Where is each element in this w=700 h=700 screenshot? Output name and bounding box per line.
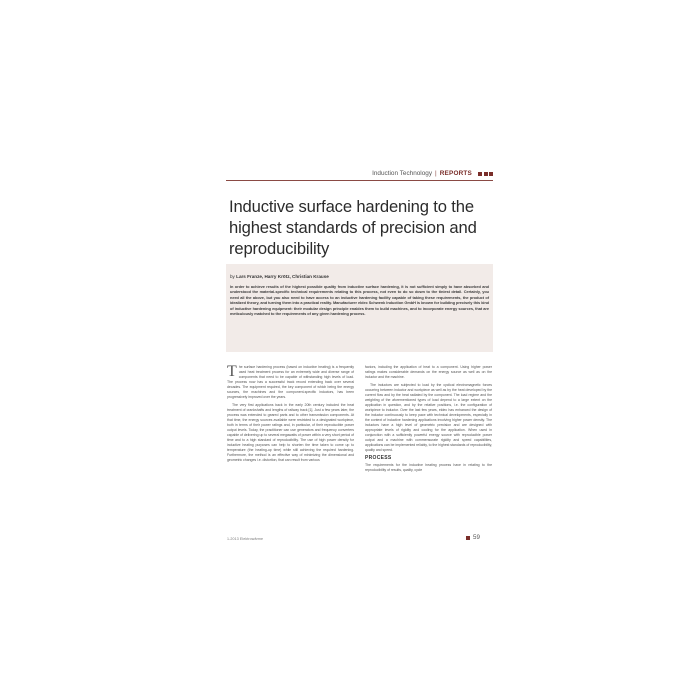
byline-prefix: by	[230, 274, 235, 279]
square-icon	[478, 172, 482, 176]
square-icon	[489, 172, 493, 176]
footer-issue: 1-2013 Elektrowärme	[227, 537, 264, 541]
body-paragraph	[227, 365, 354, 400]
header-category: Induction Technology	[372, 170, 433, 177]
header-separator: |	[435, 170, 437, 177]
square-icon	[484, 172, 488, 176]
body-column-right	[365, 365, 492, 476]
page-number: 59	[473, 534, 480, 541]
body-column-left	[227, 365, 354, 476]
abstract-text: In order to achieve results of the highest possible quality from inductive surface hardening, it is not sufficient simply to have absorbed and understood the material-specific technical requirements relating to this process, not even to do so down to the tiniest detail. Certainly, you need all the above, but you also need to have access to an inductive hardening facility capable of taking these requirements, the product of idealized theory, and turning them into a practical reality. Manufacturer eldec Schwenk Induction GmbH is known for building precisely this kind of inductive hardening equipment: their modular design principle enables them to build machines, and to incorporate energy sources, that are meticulously matched to the requirements of any given hardening process.	[230, 284, 489, 317]
body-paragraph: factors, including the application of heat to a component. Using higher power ratings makes considerable demands on the energy source as well as on the inductor and the machine.	[365, 365, 492, 379]
body-columns	[227, 365, 492, 476]
abstract-box	[226, 264, 493, 352]
paragraph-text: he surface hardening process (based on inductive heating) is a frequently used heat treatment process for an extremely wide and diverse range of components that need to be capable of withstanding high levels of load. The process now has a successful track record extending back over several decades. The equipment required, the key component of which being the energy sources, the machines and the component-specific inductors, has been progressively improved over the years.	[227, 365, 354, 399]
byline-authors: Lars Franze, Harry Krötz, Christian Krause	[236, 274, 329, 279]
section-heading: PROCESS	[365, 454, 392, 461]
body-paragraph: The inductors are subjected to load by the cyclical electromagnetic forces occurring between inductor and workpiece as well as by the heat developed by the current flow and by the heat radiated by the component. The load regime and the weighting of the aforementioned types of load depend to a large extent on the application in question, and by the relative positions, i.e. the configuration of workpiece to inductor. Over the last few years, eldec has enhanced the design of the inductor continuously to keep pace with technical developments, especially in the context of inductive hardening applications involving higher power density. The inductors have a high level of geometric precision and are designed with appropriate levels of rigidity and cooling for the application. When used in conjunction with a sufficiently powerful energy source with reproducible power output and a machine with commensurate rigidity and speed capabilities, applications can be implemented reliably, to the highest standards of reproducibility, quality and speed.	[365, 382, 492, 452]
body-paragraph: The requirements for the inductive heating process have in relating to the reproducibility of results, quality, cycle	[365, 462, 492, 472]
running-header	[226, 168, 493, 181]
header-section: REPORTS	[439, 170, 472, 177]
square-icon	[466, 536, 470, 540]
article-title: Inductive surface hardening to the highest standards of precision and reproducibility	[229, 197, 477, 258]
drop-cap: T	[227, 363, 237, 380]
header-squares-decoration	[478, 172, 493, 176]
footer-page	[466, 534, 480, 541]
body-paragraph: The very first applications back in the early 20th century included the heat treatment of crankshafts and lengths of railway track [1]. Just a few years later, the process was extended to geared parts and to other transmission components. At that time, the energy sources available were restricted to a designated workpiece, both in terms of their power ratings and, in particular, of their reproducible power output levels. Today, the practitioner can use generators and frequency converters capable of delivering up to several megawatts of power within a very short period of time and to a high standard of reproducibility. The use of high power density for inductive heating purposes can help to shorten the time taken to come up to temperature (the heating-up time) while still achieving the required hardening. Furthermore, the method is an effective way of minimizing the dimensional and geometric changes i.e. distortion, that can result from various	[227, 402, 354, 462]
byline	[230, 274, 489, 280]
